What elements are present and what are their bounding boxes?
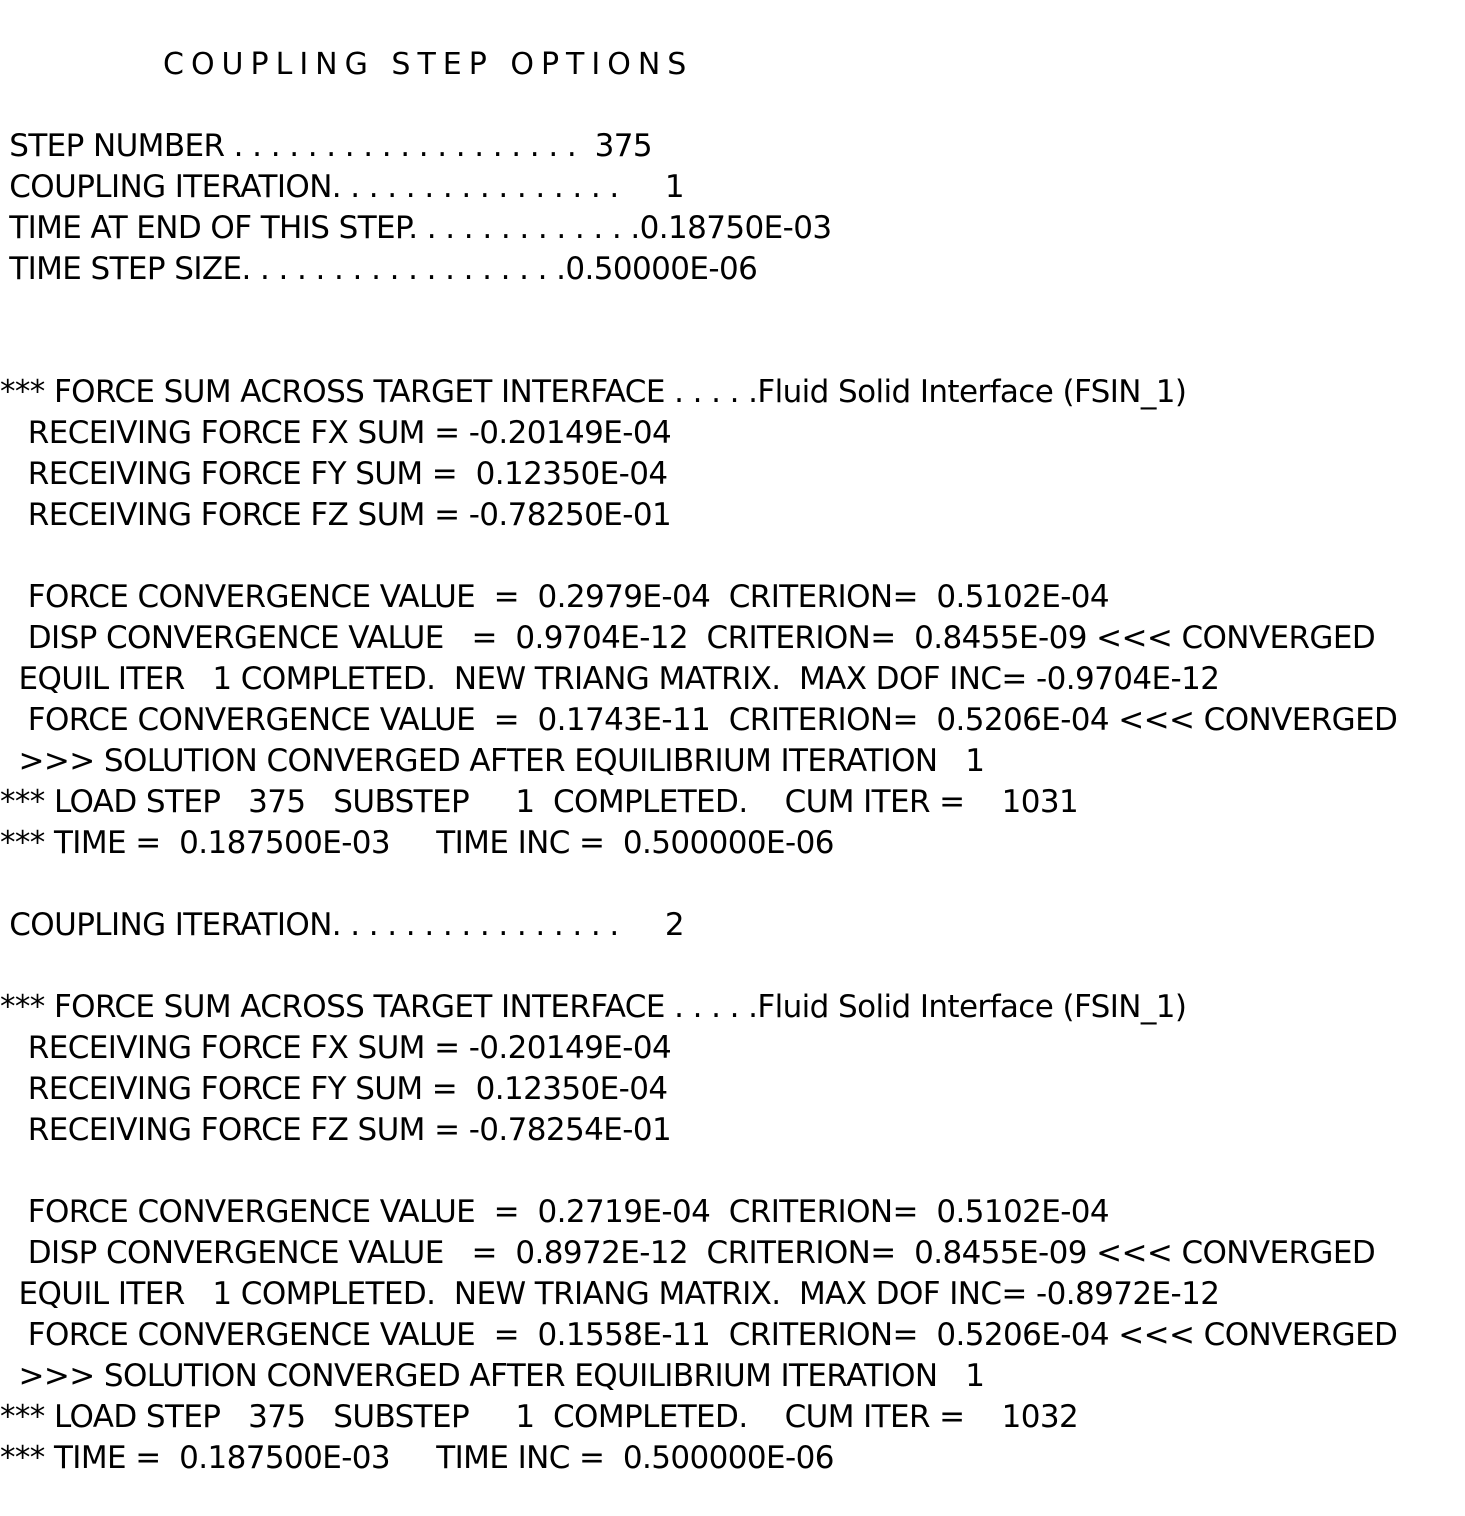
time-line: *** TIME = 0.187500E-03 TIME INC = 0.500000E-06 <box>0 825 834 861</box>
time-line: *** TIME = 0.187500E-03 TIME INC = 0.500000E-06 <box>0 1440 834 1476</box>
load-step-line: *** LOAD STEP 375 SUBSTEP 1 COMPLETED. CUM ITER = 1032 <box>0 1399 1079 1435</box>
force-convergence-line: FORCE CONVERGENCE VALUE = 0.1743E-11 CRITERION= 0.5206E-04 <<< CONVERGED <box>0 702 1398 738</box>
receiving-force-fy-line: RECEIVING FORCE FY SUM = 0.12350E-04 <box>0 1071 668 1107</box>
receiving-force-fx-line: RECEIVING FORCE FX SUM = -0.20149E-04 <box>0 1030 672 1066</box>
receiving-force-fz-line: RECEIVING FORCE FZ SUM = -0.78250E-01 <box>0 497 672 533</box>
equil-iter-line: EQUIL ITER 1 COMPLETED. NEW TRIANG MATRIX. MAX DOF INC= -0.9704E-12 <box>0 661 1220 697</box>
disp-convergence-line: DISP CONVERGENCE VALUE = 0.8972E-12 CRITERION= 0.8455E-09 <<< CONVERGED <box>0 1235 1376 1271</box>
force-convergence-line: FORCE CONVERGENCE VALUE = 0.1558E-11 CRITERION= 0.5206E-04 <<< CONVERGED <box>0 1317 1398 1353</box>
receiving-force-fx-line: RECEIVING FORCE FX SUM = -0.20149E-04 <box>0 415 672 451</box>
force-sum-interface-line: *** FORCE SUM ACROSS TARGET INTERFACE . . . . .Fluid Solid Interface (FSIN_1) <box>0 374 1187 410</box>
load-step-line: *** LOAD STEP 375 SUBSTEP 1 COMPLETED. CUM ITER = 1031 <box>0 784 1079 820</box>
force-sum-interface-line: *** FORCE SUM ACROSS TARGET INTERFACE . . . . .Fluid Solid Interface (FSIN_1) <box>0 989 1187 1025</box>
receiving-force-fy-line: RECEIVING FORCE FY SUM = 0.12350E-04 <box>0 456 668 492</box>
receiving-force-fz-line: RECEIVING FORCE FZ SUM = -0.78254E-01 <box>0 1112 672 1148</box>
solution-converged-line: >>> SOLUTION CONVERGED AFTER EQUILIBRIUM ITERATION 1 <box>0 743 985 779</box>
coupling-iteration-line: COUPLING ITERATION. . . . . . . . . . . . . . . . 1 <box>0 169 685 205</box>
force-convergence-line: FORCE CONVERGENCE VALUE = 0.2979E-04 CRITERION= 0.5102E-04 <box>0 579 1110 615</box>
coupling-iteration-line: COUPLING ITERATION. . . . . . . . . . . . . . . . 2 <box>0 907 685 943</box>
step-number-line: STEP NUMBER . . . . . . . . . . . . . . . . . . . 375 <box>0 128 652 164</box>
disp-convergence-line: DISP CONVERGENCE VALUE = 0.9704E-12 CRITERION= 0.8455E-09 <<< CONVERGED <box>0 620 1376 656</box>
page-title: COUPLING STEP OPTIONS <box>163 47 694 82</box>
time-at-end-line: TIME AT END OF THIS STEP. . . . . . . . . . . . .0.18750E-03 <box>0 210 832 246</box>
time-step-size-line: TIME STEP SIZE. . . . . . . . . . . . . . . . . .0.50000E-06 <box>0 251 758 287</box>
solution-converged-line: >>> SOLUTION CONVERGED AFTER EQUILIBRIUM ITERATION 1 <box>0 1358 985 1394</box>
equil-iter-line: EQUIL ITER 1 COMPLETED. NEW TRIANG MATRIX. MAX DOF INC= -0.8972E-12 <box>0 1276 1220 1312</box>
force-convergence-line: FORCE CONVERGENCE VALUE = 0.2719E-04 CRITERION= 0.5102E-04 <box>0 1194 1110 1230</box>
